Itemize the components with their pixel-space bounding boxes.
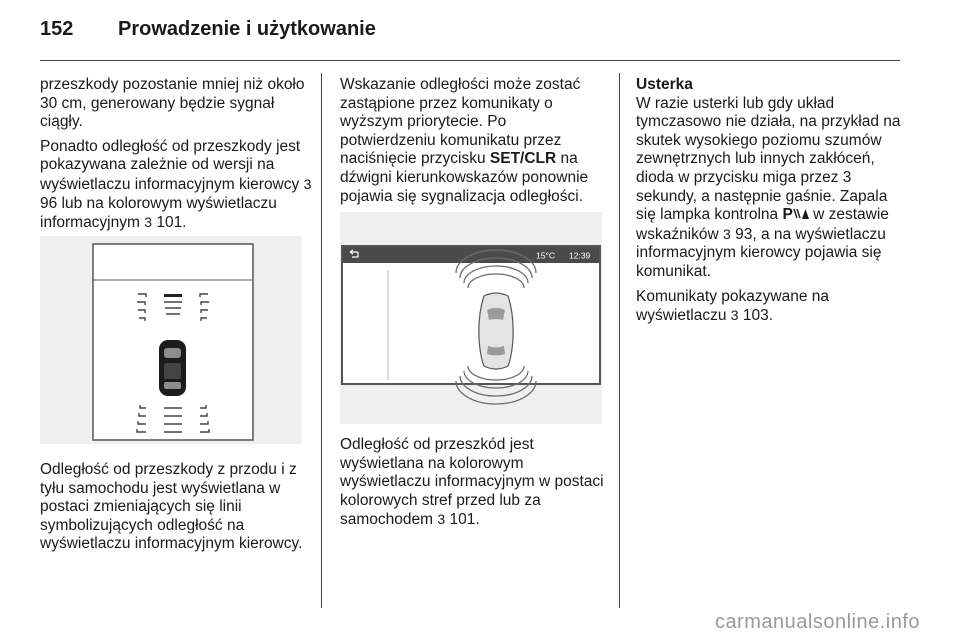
car-icon (159, 340, 186, 396)
paragraph (40, 138, 312, 233)
time-readout: 12:39 (569, 250, 591, 261)
text: w zestawie wskaźników (636, 206, 889, 243)
page-ref-icon: 3 (730, 307, 739, 324)
figure-caption: Odległość od przeszkody z przodu i z tyłu samochodu jest wyświetlana w postaci zmieniających się linii symbolizujących odległość na wyświetlaczu informacyjnym kierowcy. (40, 461, 303, 553)
color-display-icon (340, 212, 602, 424)
column-divider-1 (321, 73, 322, 608)
paragraph (636, 95, 908, 282)
paragraph (340, 76, 606, 206)
page-ref-icon: 3 (437, 511, 446, 528)
text: 93, a na wyświetlaczu informacyjnym kierowcy pojawia się komunikat. (636, 225, 886, 280)
parking-warning-icon: P (782, 206, 793, 224)
column-2 (340, 76, 606, 212)
section-heading: Usterka (636, 76, 693, 93)
header-rule (40, 60, 900, 61)
text: 103. (738, 307, 774, 325)
page-title: Prowadzenie i użytkowanie (118, 18, 376, 40)
paragraph (636, 288, 908, 326)
page-ref-icon: 3 (303, 175, 312, 192)
parking-sensor-display-icon (40, 236, 302, 444)
text: 101. (445, 511, 480, 529)
text: 96 lub na kolorowym wyświetlaczu informacyjnym (40, 194, 277, 232)
watermark: carmanualsonline.info (714, 611, 920, 633)
temperature-readout: 15°C (536, 250, 555, 261)
display-frame (342, 246, 600, 384)
text: na dźwigni kierunkowskazów ponownie pojawia się sygnalizacja odległości. (340, 150, 589, 205)
text: 101. (152, 214, 187, 232)
set-clr-button-label: SET/CLR (489, 150, 557, 168)
page-number: 152 (40, 18, 74, 40)
text: Ponadto odległość od przeszkody jest pokazywana zależnie od wersji na wyświetlaczu informacyjnym kierowcy (40, 137, 304, 193)
car-icon (479, 293, 513, 369)
parking-sensor-icon (793, 207, 809, 220)
page-ref-icon: 3 (723, 225, 731, 242)
column-1 (40, 76, 312, 239)
page-ref-icon: 3 (144, 214, 153, 231)
text: Odległość od przeszkód jest wyświetlana na kolorowym wyświetlaczu informacyjnym w postaci kolorowych stref przed lub za samochodem (340, 436, 604, 529)
text: Wskazanie odległości może zostać zastąpione przez komunikaty o wyższym priorytecie. Po potwierdzeniu komunikatu przez naciśnięcie przycisku (340, 76, 581, 168)
figure-caption (340, 436, 606, 530)
column-3 (636, 76, 908, 332)
text: W razie usterki lub gdy układ tymczasowo nie działa, na przykład na skutek wysokiego poziomu szumów zewnętrznych lub innych zakłóceń, dioda w przycisku miga przez 3 sekundy, a następnie gaśnie. Zapala się lampka kontrolna (636, 94, 901, 224)
paragraph: przeszkody pozostanie mniej niż około 30 cm, generowany będzie sygnał ciągły. (40, 76, 305, 131)
color-info-display-illustration (340, 212, 602, 424)
text: Komunikaty pokazywane na wyświetlaczu (636, 287, 830, 325)
driver-info-display-illustration (40, 236, 302, 444)
column-divider-2 (619, 73, 620, 608)
